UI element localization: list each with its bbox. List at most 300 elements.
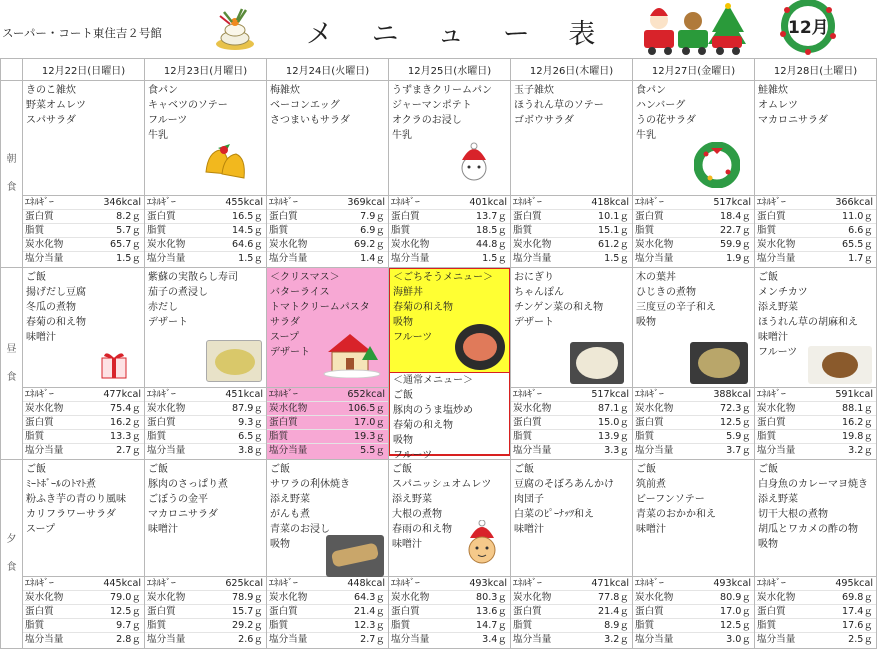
nutrient-label: 蛋白質 xyxy=(269,606,298,617)
nutrition-row xyxy=(267,224,388,238)
nutrient-value: 16.2ｇ xyxy=(842,417,873,428)
dish-item: ﾐｰﾄﾎﾞｰﾙのﾄﾏﾄ煮 xyxy=(26,479,96,490)
nutrient-label: 塩分当量 xyxy=(391,253,430,264)
nutrition-row xyxy=(755,252,876,266)
nutrient-value: 69.8ｇ xyxy=(842,592,873,603)
dish-item: メンチカツ xyxy=(758,287,808,298)
dish-item: デザート xyxy=(148,317,188,328)
dish-item: ハンバーグ xyxy=(636,100,686,111)
nutrient-label: 脂質 xyxy=(269,225,289,236)
day-header: 12月24日(火曜日) xyxy=(267,59,389,81)
dish-item: カリフラワーサラダ xyxy=(26,509,116,520)
nutrition-row xyxy=(633,633,754,647)
nutrient-label: 炭水化物 xyxy=(757,592,796,603)
nutrition-row xyxy=(633,577,754,591)
nutrient-label: 炭水化物 xyxy=(269,239,308,250)
regular-menu xyxy=(389,372,511,460)
nutrient-value: 87.9ｇ xyxy=(232,403,263,414)
nutrition-row xyxy=(755,577,876,591)
facility-name: スーパー・コート東住吉２号館 xyxy=(2,26,162,40)
dish-item: 赤だし xyxy=(148,302,178,313)
nutrient-value: 366kcal xyxy=(835,197,873,208)
dish-item: ご飯 xyxy=(393,390,413,401)
dish-item: 春雨の和え物 xyxy=(392,524,452,535)
nutrient-value: 2.7ｇ xyxy=(116,445,141,456)
nutrition-row xyxy=(145,619,266,633)
dish-item: 大根の煮物 xyxy=(392,509,442,520)
day-header: 12月22日(日曜日) xyxy=(23,59,145,81)
nutrient-value: 17.0ｇ xyxy=(354,417,385,428)
dish-item: 揚げだし豆腐 xyxy=(26,287,86,298)
nutrition-row xyxy=(633,416,754,430)
nutrition-row xyxy=(23,577,144,591)
nutrition-row xyxy=(23,210,144,224)
nutrition-row xyxy=(511,224,632,238)
nutrient-label: 脂質 xyxy=(513,431,533,442)
nutrient-value: 13.9ｇ xyxy=(598,431,629,442)
nutrient-label: 塩分当量 xyxy=(757,634,796,645)
nutrient-label: ｴﾈﾙｷﾞｰ xyxy=(147,197,176,208)
nutrition-row xyxy=(389,238,510,252)
nutrient-label: 炭水化物 xyxy=(635,592,674,603)
nutrition-row xyxy=(267,633,388,647)
dish-item: 春菊の和え物 xyxy=(26,317,86,328)
dish-item: バターライス xyxy=(270,287,330,298)
nutrition-row xyxy=(145,210,266,224)
nutrition-table xyxy=(389,196,510,266)
dish-item: 吸物 xyxy=(758,539,778,550)
dish-item: 添え野菜 xyxy=(392,494,432,505)
menu-cell xyxy=(755,81,876,128)
nutrient-value: 401kcal xyxy=(469,197,507,208)
dinner-label: 夕 食 xyxy=(1,460,23,649)
nutrient-value: 3.4ｇ xyxy=(482,634,507,645)
dish-item: 木の葉丼 xyxy=(636,272,676,283)
nutrient-value: 44.8ｇ xyxy=(476,239,507,250)
nutrition-row xyxy=(511,591,632,605)
dish-item: ひじきの煮物 xyxy=(636,287,696,298)
nutrient-value: 2.5ｇ xyxy=(848,634,873,645)
menu-cell xyxy=(633,81,754,143)
dish-item: 牛乳 xyxy=(636,130,656,141)
nutrient-label: 脂質 xyxy=(513,225,533,236)
nutrition-row xyxy=(511,210,632,224)
dish-item: ちゃんぽん xyxy=(514,287,564,298)
nutrition-row xyxy=(389,577,510,591)
dish-item: 添え野菜 xyxy=(270,494,310,505)
nutrient-value: 625kcal xyxy=(225,578,263,589)
nutrient-label: 脂質 xyxy=(147,225,167,236)
nutrient-label: ｴﾈﾙｷﾞｰ xyxy=(513,389,542,400)
dish-item: 味噌汁 xyxy=(514,524,544,535)
dish-item: 野菜オムレツ xyxy=(26,100,86,111)
nutrition-row xyxy=(389,224,510,238)
nutrient-label: 炭水化物 xyxy=(757,403,796,414)
nutrient-label: 脂質 xyxy=(25,620,45,631)
nutrient-value: 6.6ｇ xyxy=(848,225,873,236)
dish-item: 梅雑炊 xyxy=(270,85,300,96)
dish-item: 味噌汁 xyxy=(392,539,422,550)
dish-item: おにぎり xyxy=(514,272,554,283)
nutrient-value: 388kcal xyxy=(713,389,751,400)
nutrient-label: 脂質 xyxy=(757,431,777,442)
nutrition-table xyxy=(633,388,754,458)
dish-item: さつまいもサラダ xyxy=(270,115,350,126)
champon-photo xyxy=(570,342,624,384)
nutrient-label: 蛋白質 xyxy=(269,211,298,222)
nutrient-value: 517kcal xyxy=(713,197,751,208)
dish-item: 牛乳 xyxy=(392,130,412,141)
nutrient-label: 塩分当量 xyxy=(147,634,186,645)
dish-item: 玉子雑炊 xyxy=(514,85,554,96)
dish-item: 食パン xyxy=(148,85,178,96)
nutrient-value: 78.9ｇ xyxy=(232,592,263,603)
nutrient-value: 11.0ｇ xyxy=(842,211,873,222)
nutrition-row xyxy=(511,577,632,591)
nutrition-row xyxy=(267,252,388,266)
nutrient-label: 塩分当量 xyxy=(635,634,674,645)
nutrient-label: 塩分当量 xyxy=(269,253,308,264)
dish-item: 吸物 xyxy=(636,317,656,328)
nutrition-row xyxy=(267,388,388,402)
dish-item: 粉ふき芋の青のり風味 xyxy=(26,494,126,505)
nutrition-row xyxy=(145,430,266,444)
nutrition-table xyxy=(267,388,388,458)
nutrition-row xyxy=(633,430,754,444)
menu-cell xyxy=(511,81,632,128)
nutrient-value: 17.6ｇ xyxy=(842,620,873,631)
nutrition-row xyxy=(267,210,388,224)
nutrition-row xyxy=(23,196,144,210)
dish-item: 青菜のおかか和え xyxy=(636,509,716,520)
nutrient-value: 13.6ｇ xyxy=(476,606,507,617)
dish-item: 味噌汁 xyxy=(26,332,56,343)
nutrient-value: 59.9ｇ xyxy=(720,239,751,250)
dish-item: 牛乳 xyxy=(148,130,168,141)
nutrient-value: 15.1ｇ xyxy=(598,225,629,236)
nutrition-row xyxy=(389,252,510,266)
nutrition-row xyxy=(511,238,632,252)
dish-item: 春菊の和え物 xyxy=(393,420,453,431)
nutrition-row xyxy=(23,430,144,444)
page-header xyxy=(0,0,879,58)
nutrition-table xyxy=(511,388,632,458)
dish-item: ビーフンソテー xyxy=(636,494,705,505)
nutrient-label: 蛋白質 xyxy=(513,606,542,617)
nutrient-value: 80.3ｇ xyxy=(476,592,507,603)
nutrient-value: 445kcal xyxy=(103,578,141,589)
nutrient-label: 蛋白質 xyxy=(25,606,54,617)
menu-cell xyxy=(23,460,144,537)
nutrient-value: 12.5ｇ xyxy=(720,620,751,631)
nutrient-label: 塩分当量 xyxy=(513,634,552,645)
nutrition-row xyxy=(389,591,510,605)
sawara-fish-photo xyxy=(326,535,384,577)
nutrition-row xyxy=(755,402,876,416)
menu-cell xyxy=(389,81,510,143)
dish-item: 白身魚のカレーマヨ焼き xyxy=(758,479,868,490)
nutrition-row xyxy=(633,619,754,633)
pasta-photo xyxy=(206,340,262,382)
menu-cell xyxy=(511,460,632,537)
menu-cell xyxy=(145,268,266,330)
nutrition-row xyxy=(755,605,876,619)
dish-item: デザート xyxy=(514,317,554,328)
nutrition-row xyxy=(267,591,388,605)
nutrient-value: 17.4ｇ xyxy=(842,606,873,617)
nutrition-table xyxy=(755,577,876,647)
nutrient-value: 448kcal xyxy=(347,578,385,589)
nutrient-label: ｴﾈﾙｷﾞｰ xyxy=(757,197,786,208)
nutrition-row xyxy=(633,252,754,266)
dish-item: 青菜のお浸し xyxy=(270,524,330,535)
nutrient-value: 10.1ｇ xyxy=(598,211,629,222)
nutrient-label: 塩分当量 xyxy=(269,634,308,645)
nutrient-label: 蛋白質 xyxy=(757,211,786,222)
nutrition-row xyxy=(145,388,266,402)
nutrition-table xyxy=(145,577,266,647)
nutrient-value: 2.6ｇ xyxy=(238,634,263,645)
nutrition-row xyxy=(23,633,144,647)
dish-item: 添え野菜 xyxy=(758,494,798,505)
nutrient-label: 塩分当量 xyxy=(25,445,64,456)
nutrition-row xyxy=(633,196,754,210)
nutrition-row xyxy=(23,444,144,458)
dish-item: 茄子の煮浸し xyxy=(148,287,208,298)
nutrient-value: 1.7ｇ xyxy=(848,253,873,264)
dish-item: ジャーマンポテト xyxy=(392,100,472,111)
nutrient-value: 87.1ｇ xyxy=(598,403,629,414)
dish-item: スパサラダ xyxy=(26,115,76,126)
nutrition-row xyxy=(145,238,266,252)
nutrient-value: 65.7ｇ xyxy=(110,239,141,250)
dish-item: ＜通常メニュー＞ xyxy=(393,375,473,386)
nutrient-label: 脂質 xyxy=(757,225,777,236)
nutrition-row xyxy=(267,444,388,458)
nutrient-value: 5.9ｇ xyxy=(726,431,751,442)
nutrition-row xyxy=(389,210,510,224)
nutrient-value: 9.3ｇ xyxy=(238,417,263,428)
nutrient-value: 18.4ｇ xyxy=(720,211,751,222)
nutrient-label: 脂質 xyxy=(147,431,167,442)
nutrient-value: 16.2ｇ xyxy=(110,417,141,428)
nutrient-label: 蛋白質 xyxy=(635,606,664,617)
nutrient-value: 21.4ｇ xyxy=(598,606,629,617)
dinner-menu-row xyxy=(1,460,877,577)
dish-item: 食パン xyxy=(636,85,666,96)
menu-cell xyxy=(23,81,144,128)
nutrient-value: 61.2ｇ xyxy=(598,239,629,250)
dish-item: 冬瓜の煮物 xyxy=(26,302,76,313)
nutrient-value: 21.4ｇ xyxy=(354,606,385,617)
nutrition-row xyxy=(755,416,876,430)
dish-item: 吸物 xyxy=(393,435,413,446)
nutrient-value: 6.5ｇ xyxy=(238,431,263,442)
nutrient-value: 6.9ｇ xyxy=(360,225,385,236)
nutrition-row xyxy=(511,388,632,402)
nutrition-row xyxy=(633,210,754,224)
menu-cell xyxy=(755,460,876,552)
nutrient-value: 64.3ｇ xyxy=(354,592,385,603)
dish-item: ご飯 xyxy=(758,272,778,283)
dish-item: ベーコンエッグ xyxy=(270,100,340,111)
santa-train-icon xyxy=(642,2,746,58)
nutrient-label: 塩分当量 xyxy=(757,253,796,264)
dish-item: デザート xyxy=(270,347,310,358)
nutrient-label: 蛋白質 xyxy=(513,211,542,222)
nutrient-value: 652kcal xyxy=(347,389,385,400)
nutrition-row xyxy=(145,402,266,416)
nutrient-label: ｴﾈﾙｷﾞｰ xyxy=(25,578,54,589)
nutrient-value: 2.7ｇ xyxy=(360,634,385,645)
dish-item: 豚肉のうま塩炒め xyxy=(393,405,473,416)
menu-cell xyxy=(145,81,266,143)
nutrition-row xyxy=(267,238,388,252)
nutrition-row xyxy=(145,591,266,605)
nutrient-value: 455kcal xyxy=(225,197,263,208)
nutrient-label: 脂質 xyxy=(635,620,655,631)
nutrition-table xyxy=(145,388,266,458)
nutrient-label: ｴﾈﾙｷﾞｰ xyxy=(757,389,786,400)
nutrient-label: ｴﾈﾙｷﾞｰ xyxy=(25,197,54,208)
nutrient-value: 77.8ｇ xyxy=(598,592,629,603)
nutrient-label: 脂質 xyxy=(269,620,289,631)
nutrient-value: 72.3ｇ xyxy=(720,403,751,414)
dish-item: 豆腐のそぼろあんかけ xyxy=(514,479,614,490)
breakfast-label: 朝 食 xyxy=(1,81,23,268)
corner-cell xyxy=(1,59,23,81)
nutrition-row xyxy=(145,252,266,266)
dish-item: スープ xyxy=(270,332,299,343)
nutrient-label: ｴﾈﾙｷﾞｰ xyxy=(269,389,298,400)
dish-item: ご飯 xyxy=(26,464,46,475)
day-header: 12月26日(木曜日) xyxy=(511,59,633,81)
dish-item: オクラのお浸し xyxy=(392,115,462,126)
nutrition-row xyxy=(755,196,876,210)
nutrient-value: 15.0ｇ xyxy=(598,417,629,428)
wreath-icon xyxy=(694,142,740,188)
menu-cell xyxy=(633,268,754,330)
nutrition-row xyxy=(23,619,144,633)
nutrient-label: 塩分当量 xyxy=(391,634,430,645)
nutrition-row xyxy=(23,252,144,266)
dish-item: 肉団子 xyxy=(514,494,544,505)
nutrition-row xyxy=(511,444,632,458)
christmas-house-icon xyxy=(322,330,384,378)
nutrient-label: 炭水化物 xyxy=(269,403,308,414)
dish-item: フルーツ xyxy=(148,115,188,126)
dish-item: がんも煮 xyxy=(270,509,310,520)
nutrient-value: 75.4ｇ xyxy=(110,403,141,414)
nutrition-row xyxy=(23,388,144,402)
nutrient-value: 471kcal xyxy=(591,578,629,589)
nutrient-label: 脂質 xyxy=(513,620,533,631)
nutrient-label: 蛋白質 xyxy=(635,211,664,222)
nutrient-label: 塩分当量 xyxy=(25,634,64,645)
nutrient-value: 517kcal xyxy=(591,389,629,400)
nutrient-label: 炭水化物 xyxy=(513,403,552,414)
nutrient-label: 脂質 xyxy=(25,225,45,236)
nutrient-value: 12.5ｇ xyxy=(110,606,141,617)
dish-item: フルーツ xyxy=(758,347,798,358)
nutrient-label: 炭水化物 xyxy=(269,592,308,603)
nutrient-value: 18.5ｇ xyxy=(476,225,507,236)
nutrient-value: 5.5ｇ xyxy=(360,445,385,456)
nutrition-row xyxy=(23,402,144,416)
nutrient-label: 塩分当量 xyxy=(757,445,796,456)
nutrition-row xyxy=(755,619,876,633)
nutrient-label: 炭水化物 xyxy=(635,239,674,250)
nutrient-label: 塩分当量 xyxy=(513,253,552,264)
nutrition-row xyxy=(633,444,754,458)
nutrient-value: 29.2ｇ xyxy=(232,620,263,631)
nutrition-row xyxy=(145,577,266,591)
nutrient-value: 3.0ｇ xyxy=(726,634,751,645)
dish-item: うの花サラダ xyxy=(636,115,696,126)
dish-item: 鮭雑炊 xyxy=(758,85,788,96)
nutrition-row xyxy=(511,633,632,647)
nutrition-row xyxy=(23,605,144,619)
nutrient-value: 5.7ｇ xyxy=(116,225,141,236)
nutrition-row xyxy=(633,388,754,402)
dish-item: ほうれん草のソテー xyxy=(514,100,604,111)
dish-item: 吸物 xyxy=(393,317,413,328)
dish-item: フルーツ xyxy=(393,332,433,343)
dish-item: 筑前煮 xyxy=(636,479,666,490)
nutrient-label: ｴﾈﾙｷﾞｰ xyxy=(635,389,664,400)
santa-cat-icon xyxy=(452,142,496,182)
nutrition-row xyxy=(511,416,632,430)
nutrient-value: 1.4ｇ xyxy=(360,253,385,264)
nutrition-row xyxy=(267,430,388,444)
nutrient-value: 65.5ｇ xyxy=(842,239,873,250)
day-header: 12月28日(土曜日) xyxy=(755,59,877,81)
nutrition-row xyxy=(633,605,754,619)
nutrition-row xyxy=(755,633,876,647)
nutrient-label: ｴﾈﾙｷﾞｰ xyxy=(391,197,420,208)
dish-item: 紫蘇の実散らし寿司 xyxy=(148,272,238,283)
nutrition-row xyxy=(389,196,510,210)
nutrient-value: 1.5ｇ xyxy=(116,253,141,264)
menu-cell xyxy=(145,460,266,537)
nutrition-row xyxy=(145,416,266,430)
new-year-ornament-icon xyxy=(212,6,258,52)
nutrient-label: 脂質 xyxy=(147,620,167,631)
nutrient-value: 8.9ｇ xyxy=(604,620,629,631)
nutrition-row xyxy=(755,388,876,402)
dish-item: フルーツ xyxy=(393,450,433,460)
nutrition-row xyxy=(511,196,632,210)
nutrition-table xyxy=(267,577,388,647)
dish-item: サラダ xyxy=(270,317,300,328)
dish-item: 切干大根の煮物 xyxy=(758,509,828,520)
dish-item: 吸物 xyxy=(270,539,290,550)
nutrient-label: 脂質 xyxy=(635,225,655,236)
nutrition-table xyxy=(23,196,144,266)
nutrient-label: 蛋白質 xyxy=(147,417,176,428)
nutrient-value: 369kcal xyxy=(347,197,385,208)
nutrient-label: 炭水化物 xyxy=(147,592,186,603)
nutrient-label: 炭水化物 xyxy=(757,239,796,250)
nutrient-value: 15.7ｇ xyxy=(232,606,263,617)
breakfast-nutrition-row xyxy=(1,196,877,268)
nutrient-label: 炭水化物 xyxy=(635,403,674,414)
nutrient-label: ｴﾈﾙｷﾞｰ xyxy=(635,197,664,208)
nutrition-table xyxy=(267,196,388,266)
nutrient-label: 脂質 xyxy=(391,620,411,631)
dish-item: ごぼうの金平 xyxy=(148,494,208,505)
dish-item: ご飯 xyxy=(514,464,534,475)
